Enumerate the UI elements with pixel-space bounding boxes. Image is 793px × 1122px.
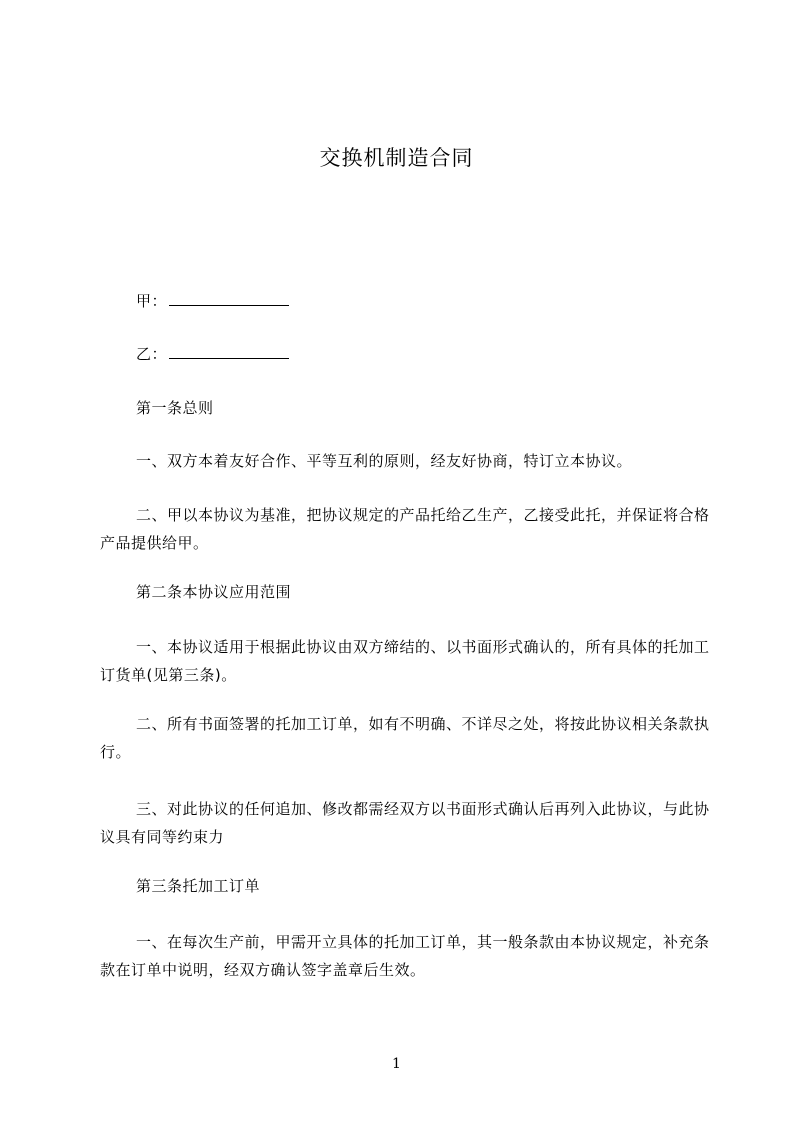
article-2-clause-3: 三、对此协议的任何追加、修改都需经双方以书面形式确认后再列入此协议，与此协议具有同等约束力 <box>100 800 710 846</box>
page-number: 1 <box>392 1056 401 1072</box>
party-b-line <box>100 340 710 368</box>
article-3-clause-1: 一、在每次生产前，甲需开立具体的托加工订单，其一般条款由本协议规定，补充条款在订单中说明，经双方确认签字盖章后生效。 <box>100 933 710 979</box>
article-2-clause-1: 一、本协议适用于根据此协议由双方缔结的、以书面形式确认的，所有具体的托加工订货单(见第三条)。 <box>100 638 710 684</box>
article-2-heading: 第二条本协议应用范围 <box>136 583 292 601</box>
party-b-label: 乙： <box>136 345 168 363</box>
article-1-clause-2: 二、甲以本协议为基准，把协议规定的产品托给乙生产，乙接受此托，并保证将合格产品提供给甲。 <box>100 506 710 552</box>
party-a-line <box>100 287 710 315</box>
article-1-clause-1: 一、双方本着友好合作、平等互利的原则，经友好协商，特订立本协议。 <box>136 452 633 470</box>
party-a-blank <box>169 291 289 306</box>
article-1-heading: 第一条总则 <box>136 399 214 417</box>
party-a-label: 甲： <box>136 292 168 310</box>
article-3-heading: 第三条托加工订单 <box>136 877 261 895</box>
document-title: 交换机制造合同 <box>319 146 474 170</box>
article-2-clause-2: 二、所有书面签署的托加工订单，如有不明确、不详尽之处，将按此协议相关条款执行。 <box>100 715 710 761</box>
party-b-blank <box>169 344 289 359</box>
